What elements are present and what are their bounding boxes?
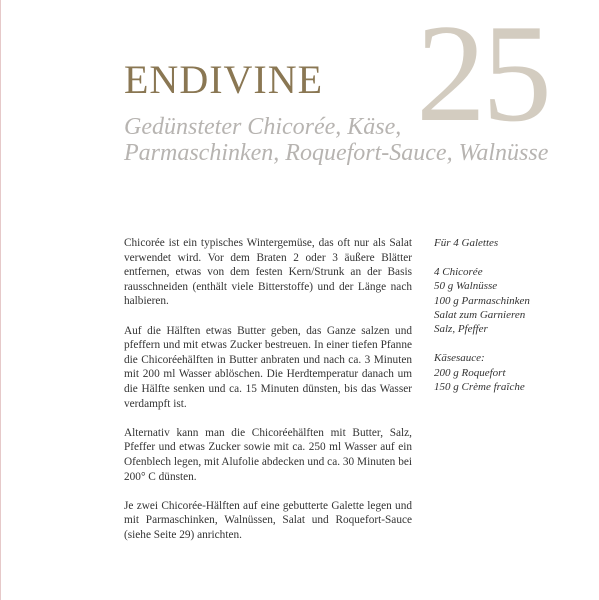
instruction-paragraph: Alternativ kann man die Chicoréehälften mit Butter, Salz, Pfeffer und etwas Zucker sowie mit ca. 250 ml Wasser auf ein Ofenblech legen, mit Alufolie abdecken und ca. 30 Minuten bei 200° C dünsten.	[124, 426, 412, 483]
page-edge-line	[0, 0, 1, 600]
instruction-paragraph: Chicorée ist ein typisches Wintergemüse, das oft nur als Salat verwendet wird. Vor dem Braten 2 oder 3 äußere Blätter entfernen, etwas von dem festen Kern/Strunk an der Basis rausschneiden (enthält viele Bitterstoffe) und der Länge nach halbieren.	[124, 237, 412, 308]
sauce-ingredient-item: 150 g Crème fraîche	[434, 381, 525, 394]
recipe-instructions	[124, 236, 412, 557]
instruction-paragraph: Auf die Hälften etwas Butter geben, das Ganze salzen und pfeffern und mit etwas Zucker bestreuen. In einer tiefen Pfanne die Chicoréehälften in Butter anbraten und nach ca. 3 Minuten mit 200 ml Wasser ablöschen. Die Herdtemperatur danach um die Hälfte senken und ca. 15 Minuten dünsten, bis das Wasser verdampft ist.	[124, 324, 412, 410]
ingredient-item: 100 g Parmaschinken	[434, 294, 530, 307]
sauce-heading: Käsesauce:	[434, 352, 485, 365]
sauce-ingredient-list	[434, 351, 584, 394]
recipe-subtitle	[124, 114, 594, 166]
ingredients-sidebar	[434, 236, 584, 409]
ingredient-item: Salat zum Garnieren	[434, 309, 526, 322]
recipe-title: ENDIVINE	[124, 57, 324, 102]
subtitle-line: Parmaschinken, Roquefort-Sauce, Walnüsse	[124, 140, 549, 166]
instruction-paragraph: Je zwei Chicorée-Hälften auf eine gebutterte Galette legen und mit Parmaschinken, Walnüssen, Salat und Roquefort-Sauce (siehe Seite 29) anrichten.	[124, 499, 412, 541]
ingredient-item: 50 g Walnüsse	[434, 280, 498, 293]
ingredient-list	[434, 265, 584, 337]
ingredient-item: Salz, Pfeffer	[434, 323, 488, 336]
ingredient-item: 4 Chicorée	[434, 265, 483, 278]
servings-block	[434, 236, 584, 250]
subtitle-line: Gedünsteter Chicorée, Käse,	[124, 114, 402, 140]
page-number: 25	[416, 0, 548, 151]
sauce-ingredient-item: 200 g Roquefort	[434, 366, 506, 379]
servings-label: Für 4 Galettes	[434, 237, 499, 249]
